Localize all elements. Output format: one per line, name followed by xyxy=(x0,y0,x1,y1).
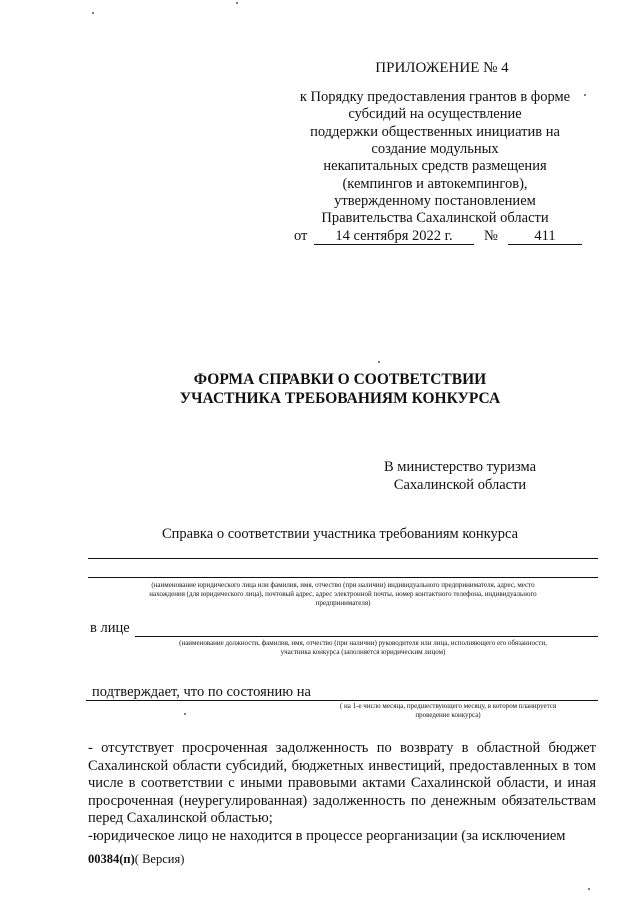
decree-date: 14 сентября 2022 г. xyxy=(314,228,474,245)
appendix-line: к Порядку предоставления грантов в форме xyxy=(299,89,571,105)
scan-speck xyxy=(378,361,380,363)
appendix-line: утвержденному постановлением xyxy=(334,193,536,209)
scan-speck xyxy=(236,2,238,4)
scan-speck xyxy=(584,94,586,96)
caption-line: (наименование юридического лица или фамилия, имя, отчество (при наличии) индивидуального предпринимателя, адрес, место xyxy=(151,581,535,589)
appendix-line: Правительства Сахалинской области xyxy=(321,210,549,226)
decree-date-number-row xyxy=(294,228,586,246)
applicant-line xyxy=(88,577,598,578)
applicant-line xyxy=(88,558,598,559)
appendix-line: поддержки общественных инициатив на xyxy=(310,124,560,140)
requirement-paragraph: - отсутствует просроченная задолженность по возврату в областной бюджет Сахалинской области субсидий, бюджетных инвестиций, предоставленных в том числе в соответствии с иными правовыми актами Сахалинской области, и иная просроченная (неурегулированная) задолженность по денежным обязательствам перед Сахалинской областью; xyxy=(88,740,596,826)
document-version xyxy=(88,852,184,867)
date-prefix: от xyxy=(294,228,308,244)
represented-label: в лице xyxy=(90,620,130,636)
represented-line xyxy=(135,636,598,637)
addressee-line: В министерство туризма xyxy=(383,459,537,475)
requirements-text xyxy=(88,740,596,845)
form-title-line: УЧАСТНИКА ТРЕБОВАНИЯМ КОНКУРСА xyxy=(179,390,501,407)
appendix-line: субсидий на осуществление xyxy=(348,106,522,122)
form-title xyxy=(140,370,540,408)
scan-speck xyxy=(92,12,94,14)
version-label: ( Версия) xyxy=(134,852,185,866)
caption-line: предпринимателя) xyxy=(315,599,371,607)
document-code: 00384(п) xyxy=(88,852,135,866)
confirms-caption xyxy=(300,702,596,720)
caption-line: (наименование должности, фамилия, имя, отчество (при наличии) руководителя или лица, исполняющего его обязанности, xyxy=(179,639,547,647)
addressee xyxy=(375,458,545,494)
appendix-line: некапитальных средств размещения xyxy=(323,158,547,174)
appendix-line: создание модульных xyxy=(371,141,499,157)
form-title-line: ФОРМА СПРАВКИ О СООТВЕТСТВИИ xyxy=(193,371,487,388)
confirms-label: подтверждает, что по состоянию на xyxy=(92,684,311,700)
decree-number: 411 xyxy=(508,228,582,245)
caption-line: участника конкурса (заполняется юридическим лицом) xyxy=(280,648,446,656)
appendix-title: ПРИЛОЖЕНИЕ № 4 xyxy=(375,60,509,76)
certificate-title: Справка о соответствии участника требованиям конкурса xyxy=(161,526,519,542)
caption-line: ( на 1-е число месяца, предшествующего месяцу, в котором планируется xyxy=(339,702,557,710)
caption-line: нахождения (для юридического лица), почтовый адрес, адрес электронной почты, номер контактного телефона, индивидуального xyxy=(149,590,537,598)
addressee-line: Сахалинской области xyxy=(393,477,527,493)
number-prefix: № xyxy=(484,228,498,244)
requirement-paragraph: -юридическое лицо не находится в процессе реорганизации (за исключением xyxy=(88,827,566,844)
scan-speck xyxy=(588,888,590,890)
scan-speck xyxy=(184,713,186,715)
applicant-caption xyxy=(90,581,596,608)
appendix-line: (кемпингов и автокемпингов), xyxy=(342,176,528,192)
confirms-line xyxy=(86,700,598,701)
caption-line: проведение конкурса) xyxy=(415,711,481,719)
represented-caption xyxy=(130,639,596,657)
